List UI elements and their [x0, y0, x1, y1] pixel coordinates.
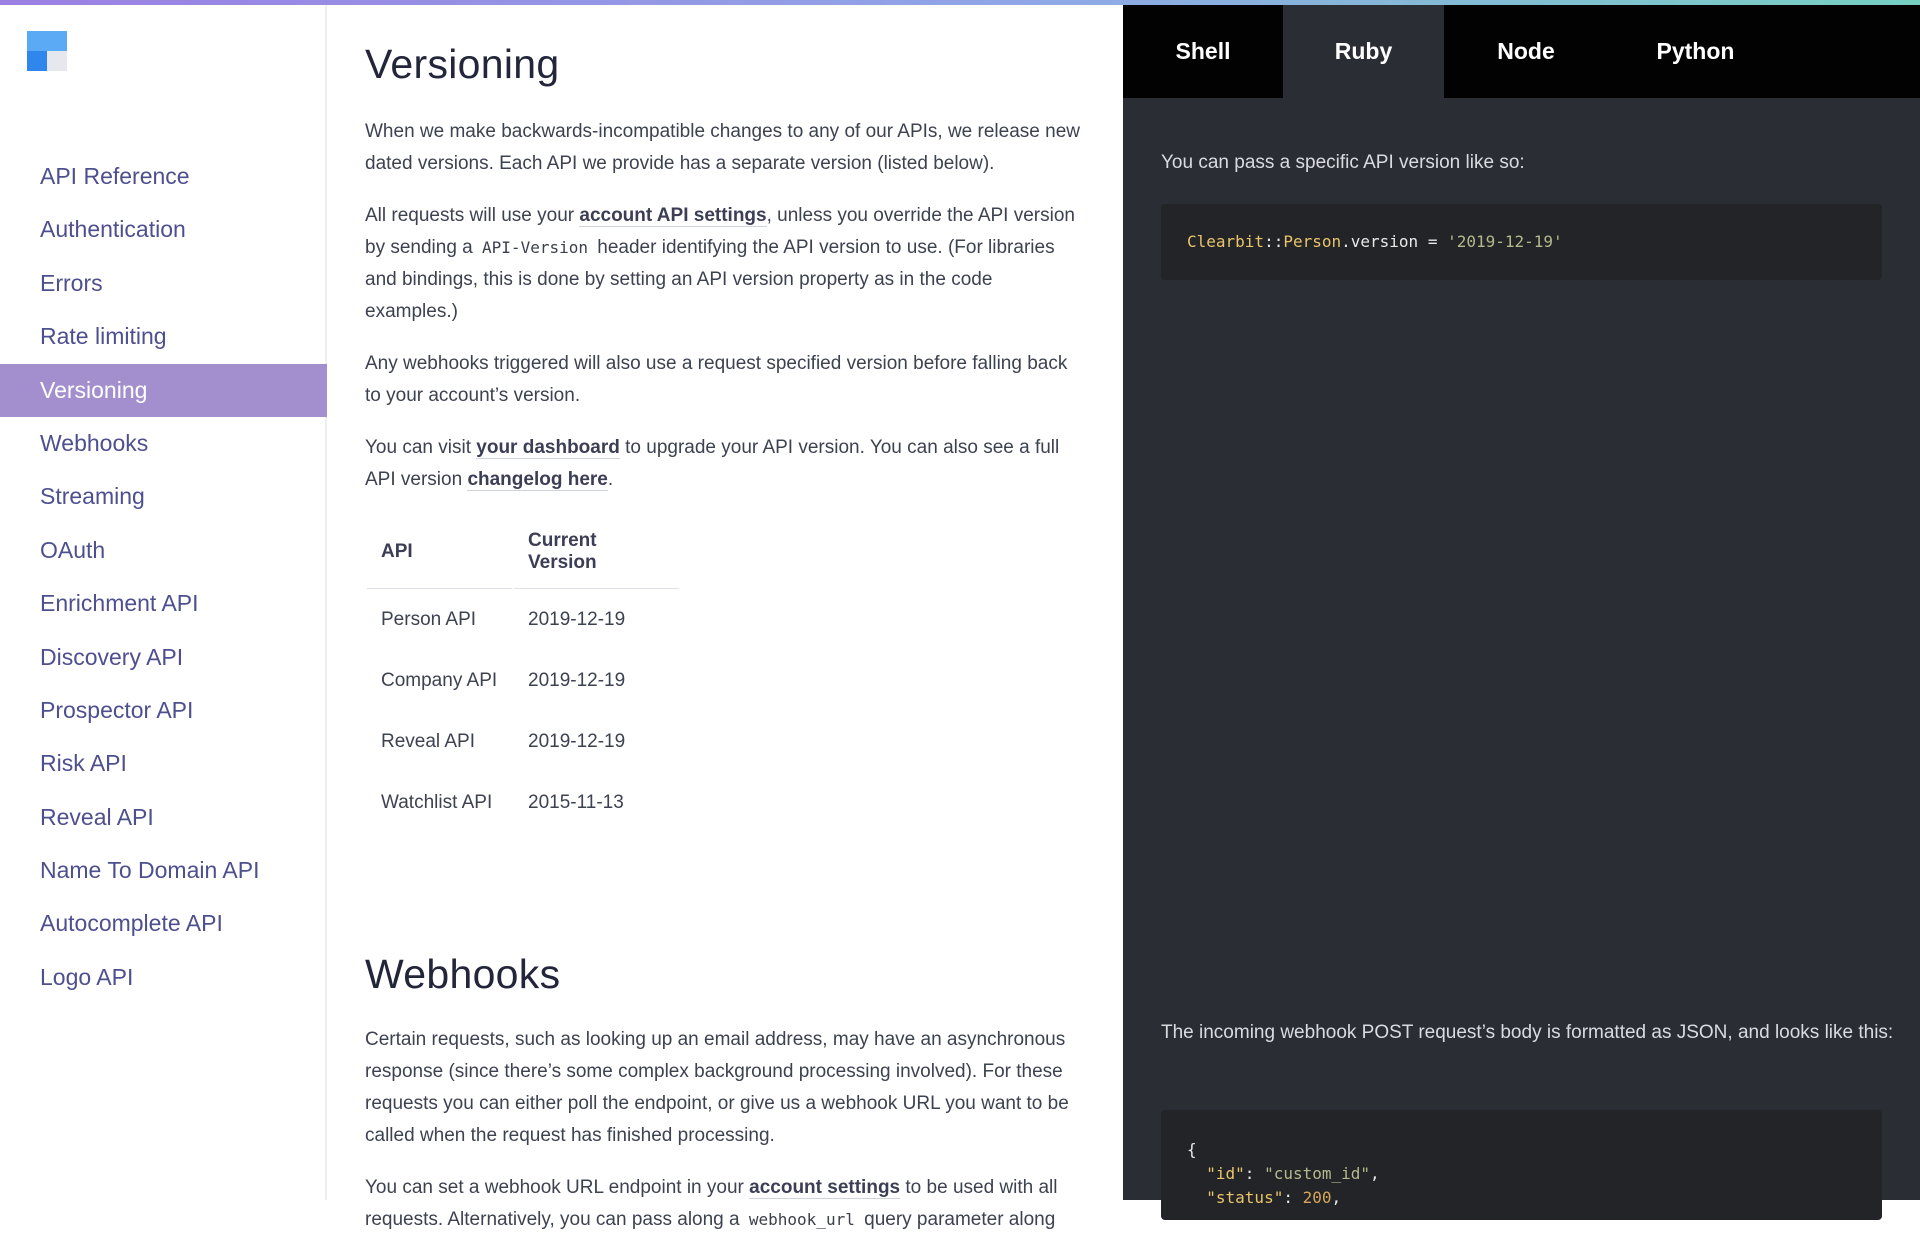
- webhook-url-code: webhook_url: [748, 1210, 855, 1229]
- code-token: 200: [1302, 1188, 1332, 1207]
- table-row: [367, 772, 679, 833]
- top-gradient-bar: [0, 0, 1920, 5]
- code-token: ::: [1264, 232, 1284, 251]
- account-settings-link[interactable]: account settings: [749, 1177, 901, 1198]
- tab-node[interactable]: Node: [1497, 38, 1555, 64]
- code-token: '2019-12-19': [1447, 232, 1563, 251]
- text-span: query parameter along: [858, 1209, 1056, 1230]
- sidebar-item-discovery-api[interactable]: Discovery API: [40, 643, 184, 670]
- table-header-row: [367, 516, 679, 589]
- text-span: You can visit: [365, 437, 477, 458]
- code-token: {: [1187, 1140, 1197, 1159]
- versioning-paragraph-1: When we make backwards-incompatible changes to any of our APIs, we release new dated versions. Each API we provide has a separate version (listed below).: [365, 121, 1080, 174]
- sidebar-item-authentication[interactable]: Authentication: [40, 216, 186, 243]
- main-content: [365, 5, 1085, 1230]
- text-span: All requests will use your: [365, 205, 580, 226]
- code-panel: [1123, 5, 1920, 1207]
- sidebar-item-api-reference[interactable]: API Reference: [40, 163, 190, 189]
- versioning-paragraph-4: [365, 432, 1085, 496]
- language-tabs: [1123, 5, 1920, 98]
- webhook-example-intro: The incoming webhook POST request’s body is formatted as JSON, and looks like this:: [1161, 1022, 1894, 1043]
- webhooks-paragraph-2: [365, 1172, 1085, 1236]
- table-cell-version: 2019-12-19: [528, 608, 626, 630]
- code-token: "status": [1206, 1188, 1284, 1207]
- text-span: to be used with all requests. Alternatively, you can pass along a: [365, 1177, 1058, 1230]
- sidebar-item-autocomplete-api[interactable]: Autocomplete API: [40, 910, 223, 937]
- versioning-heading: Versioning: [365, 41, 560, 87]
- sidebar-item-prospector-api[interactable]: Prospector API: [40, 696, 194, 723]
- sidebar-item-errors[interactable]: Errors: [40, 269, 103, 296]
- sidebar-item-risk-api[interactable]: Risk API: [40, 750, 127, 777]
- sidebar-item-name-to-domain-api[interactable]: Name To Domain API: [40, 857, 260, 884]
- sidebar-item-oauth[interactable]: OAuth: [40, 536, 106, 563]
- versioning-paragraph-2: [365, 200, 1085, 328]
- code-token: .version =: [1341, 232, 1448, 251]
- sidebar-nav: [0, 150, 327, 1004]
- text-span: You can set a webhook URL endpoint in your: [365, 1177, 750, 1198]
- text-span: header identifying the API version to use. (For libraries and bindings, this is done by setting an API version property as in the code examples.): [365, 237, 1055, 322]
- sidebar-item-reveal-api[interactable]: Reveal API: [40, 803, 154, 830]
- table-cell-version: 2019-12-19: [528, 669, 626, 691]
- tab-python[interactable]: Python: [1656, 38, 1735, 64]
- sidebar-item-enrichment-api[interactable]: Enrichment API: [40, 590, 199, 617]
- sidebar-item-logo-api[interactable]: Logo API: [40, 963, 134, 990]
- clearbit-logo-icon[interactable]: [27, 31, 67, 71]
- code-token: "id": [1206, 1164, 1245, 1183]
- your-dashboard-link[interactable]: your dashboard: [476, 437, 620, 458]
- sidebar-item-webhooks[interactable]: Webhooks: [40, 429, 149, 456]
- table-row: [367, 650, 679, 711]
- versioning-paragraph-3: Any webhooks triggered will also use a request specified version before falling back to your account’s version.: [365, 353, 1068, 406]
- api-version-code: API-Version: [482, 238, 588, 257]
- account-api-settings-link[interactable]: account API settings: [579, 205, 767, 226]
- column-header-current-version: Current Version: [514, 516, 679, 589]
- api-versions-table: [365, 516, 681, 833]
- text-span: to upgrade your API version. You can also see a full API version: [365, 437, 1060, 490]
- sidebar-item-streaming[interactable]: Streaming: [40, 483, 145, 510]
- table-cell-api: Watchlist API: [381, 791, 493, 813]
- table-cell-version: 2015-11-13: [528, 791, 624, 813]
- table-cell-api: Company API: [381, 669, 498, 691]
- tab-ruby[interactable]: Ruby: [1283, 5, 1444, 98]
- changelog-link[interactable]: changelog here: [467, 469, 608, 490]
- text-span: .: [607, 469, 614, 490]
- table-row: [367, 589, 679, 650]
- code-line: "status": 200,: [1206, 1188, 1342, 1207]
- code-token: Clearbit: [1187, 232, 1265, 251]
- sidebar: [0, 5, 327, 1200]
- text-span: , unless you override the API version by sending a: [365, 205, 1075, 258]
- column-header-api: API: [367, 516, 512, 589]
- version-example-intro: You can pass a specific API version like so:: [1161, 152, 1525, 173]
- section-spacer: [365, 833, 1085, 951]
- table-cell-api: Reveal API: [381, 730, 475, 752]
- sidebar-item-versioning[interactable]: Versioning: [0, 364, 327, 417]
- table-cell-api: Person API: [381, 608, 477, 630]
- tab-shell[interactable]: Shell: [1175, 38, 1231, 64]
- webhook-code-block: [1161, 1110, 1882, 1220]
- code-line: [1187, 230, 1856, 254]
- table-cell-version: 2019-12-19: [528, 730, 626, 752]
- code-line: [1187, 1138, 1856, 1162]
- webhooks-heading: Webhooks: [365, 951, 561, 997]
- code-token: "custom_id": [1264, 1164, 1371, 1183]
- webhooks-paragraph-1: Certain requests, such as looking up an email address, may have an asynchronous response (since there’s some complex background processing involved). For these requests you can either poll the endpoint, or give us a webhook URL you want to be called when the request has finished processing.: [365, 1029, 1069, 1146]
- table-row: [367, 711, 679, 772]
- code-token: Person: [1283, 232, 1342, 251]
- code-line: "id": "custom_id",: [1206, 1164, 1380, 1183]
- version-code-block: [1161, 204, 1882, 280]
- sidebar-item-rate-limiting[interactable]: Rate limiting: [40, 323, 167, 350]
